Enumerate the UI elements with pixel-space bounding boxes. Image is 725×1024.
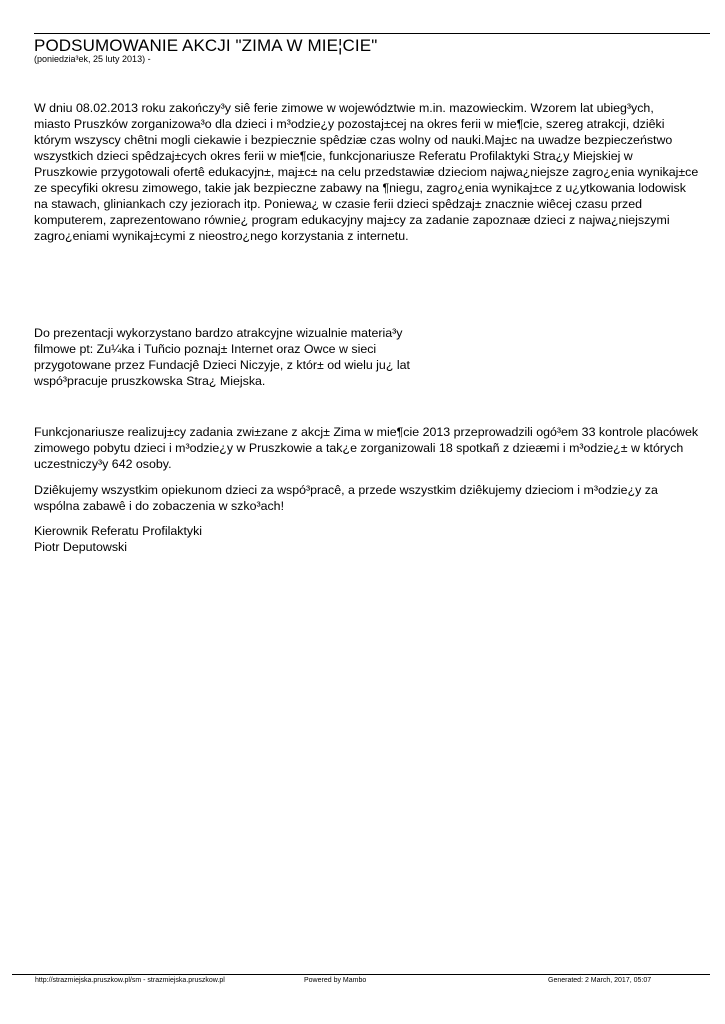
- page-title: PODSUMOWANIE AKCJI "ZIMA W MIE¦CIE": [34, 36, 378, 55]
- footer-generated: Generated: 2 March, 2017, 05:07: [548, 977, 652, 984]
- signature: Kierownik Referatu Profilaktyki Piotr Deputowski: [34, 524, 203, 554]
- footer-divider: [12, 974, 710, 975]
- paragraph-thanks: Dziêkujemy wszystkim opiekunom dzieci za wspó³pracê, a przede wszystkim dziêkujemy dzieciom i m³odzie¿y za wspólna zabawê i do zobaczenia w szko³ach!: [34, 483, 658, 513]
- top-divider: [34, 33, 710, 34]
- footer-url: http://strazmiejska.pruszkow.pl/sm - strazmiejska.pruszkow.pl: [35, 977, 225, 984]
- paragraph-intro: W dniu 08.02.2013 roku zakończy³y siê ferie zimowe w województwie m.in. mazowieckim. Wzorem lat ubieg³ych, miasto Pruszków zorganizowa³o dla dzieci i m³odzie¿y pozostaj±cej na okres ferii w mie¶cie, szereg atrakcji, dziêki którym wszyscy chêtni mogli ciekawie i bezpiecznie spêdziæ czas wolny od nauki.Maj±c na uwadze bezpieczeństwo wszystkich dzieci spêdzaj±cych okres ferii w mie¶cie, funkcjonariusze Referatu Profilaktyki Stra¿y Miejskiej w Pruszkowie przygotowali ofertê edukacyjn±, maj±c± na celu przedstawiæ dzieciom najwa¿niejsze zagro¿enia wynikaj±ce ze specyfiki okresu zimowego, takie jak bezpieczne zabawy na ¶niegu, zagro¿enia wynikaj±ce z u¿ytkowania lodowisk na stawach, gliniankach czy jeziorach itp. Poniewa¿ w czasie ferii dzieci spêdzaj± znacznie wiêcej czasu przed komputerem, zaprezentowano równie¿ program edukacyjny maj±cy za zadanie zapoznaæ dzieci z najwa¿niejszymi zagro¿eniami wynikaj±cymi z nieostro¿nego korzystania z internetu.: [34, 101, 699, 243]
- paragraph-results: Funkcjonariusze realizuj±cy zadania zwi±zane z akcj± Zima w mie¶cie 2013 przeprowadzili ogó³em 33 kontrole placówek zimowego pobytu dzieci i m³odzie¿y w Pruszkowie a tak¿e zorganizowali 18 spotkañ z dzieæmi i m³odzie¿± w których uczestniczy³y 642 osoby.: [34, 425, 699, 471]
- footer-powered-by: Powered by Mambo: [304, 977, 367, 984]
- publication-date: (poniedzia³ek, 25 luty 2013) -: [34, 54, 151, 64]
- paragraph-presentation: Do prezentacji wykorzystano bardzo atrakcyjne wizualnie materia³y filmowe pt: Zu¼ka i Tuñcio poznaj± Internet oraz Owce w sieci przygotowane przez Fundacjê Dzieci Niczyje, z któr± od wielu ju¿ lat wspó³pracuje pruszkowska Stra¿ Miejska.: [34, 326, 410, 388]
